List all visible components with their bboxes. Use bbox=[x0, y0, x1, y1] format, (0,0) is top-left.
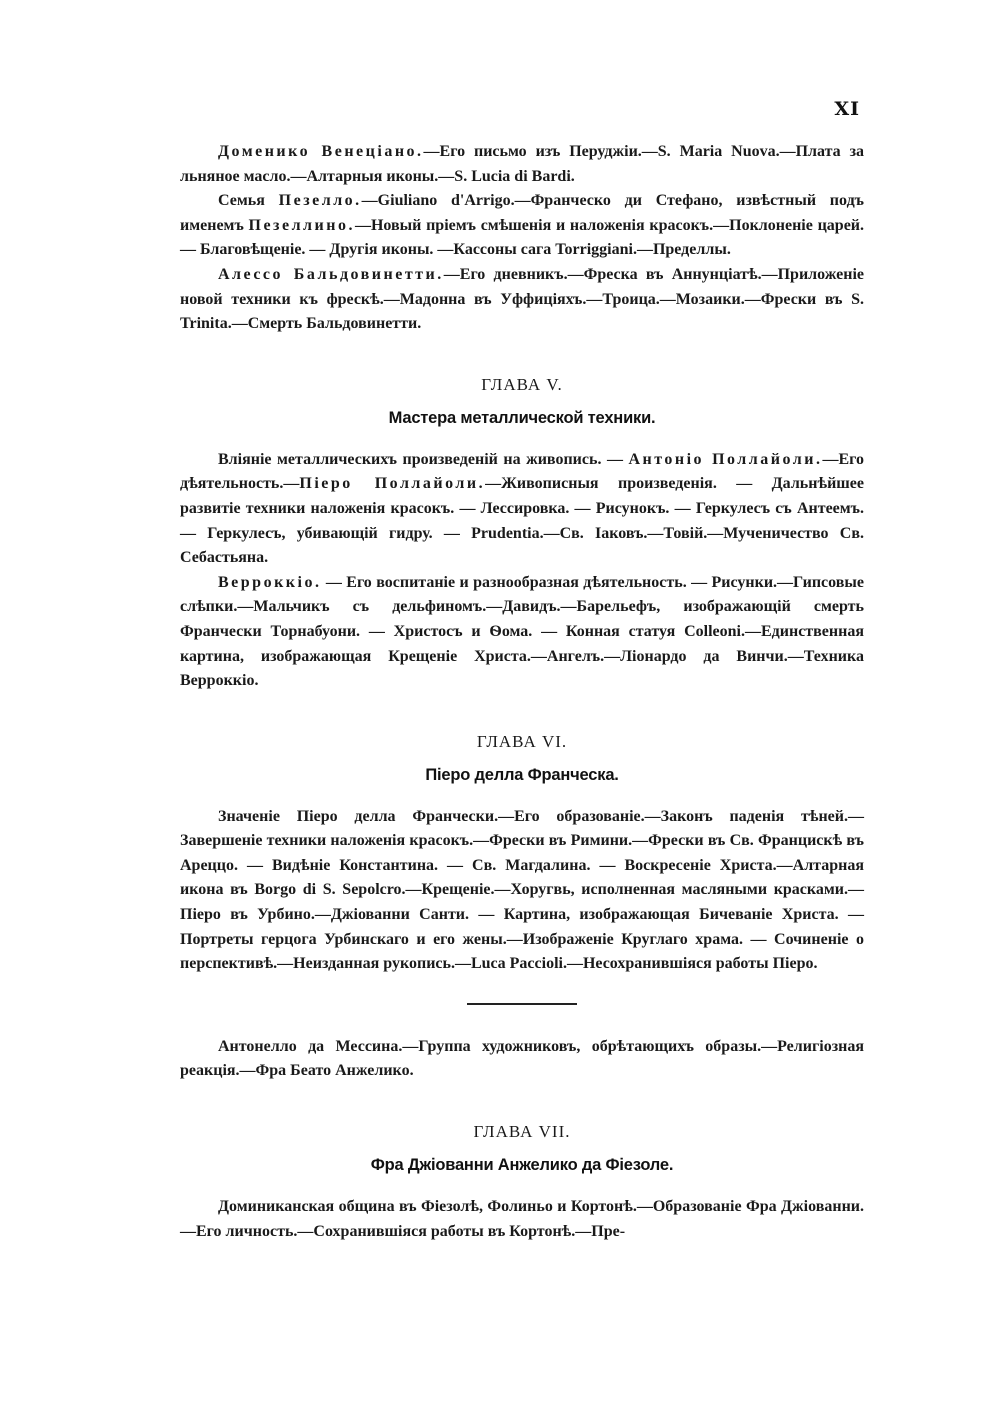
paragraph-text: —Новый пріемъ смѣшенія и наложенія красокъ.—Поклоненіе царей. — Благовѣщеніе. — Другія иконы. —Кассоны сага Torriggiani.—Пределлы. bbox=[180, 216, 865, 259]
paragraph-text: Вліяніе металлическихъ произведеній на живопись. — bbox=[218, 450, 629, 468]
paragraph-piero: Значеніе Піеро делла Франчески.—Его образованіе.—Законъ паденія тѣней.—Завершеніе техники наложенія красокъ.—Фрески въ Римини.—Фрески въ Св. Францискѣ въ Ареццо. — Видѣніе Константина. — Св. Магдалина. — Воскресеніе Христа.—Алтарная икона въ Borgo di S. Sepolcro.—Крещеніе.—Хоругвь, исполненная масляными красками.—Піеро въ Урбино.—Джіованни Санти. — Картина, изображающая Бичеваніе Христа. — Портреты герцога Урбинскаго и его жены.—Изображеніе Круглаго храма. — Сочиненіе о перспективѣ.—Неизданная рукопись.—Luca Paccioli.—Несохранившіяся работы Піеро. bbox=[180, 807, 864, 973]
paragraph-antonello: Антонелло да Мессина.—Группа художниковъ, обрѣтающихъ образы.—Религіозная реакція.—Фра Беато Анжелико. bbox=[180, 1037, 864, 1080]
paragraph-fra-angelico: Доминиканская община въ Фіезолѣ, Фолиньо и Кортонѣ.—Образованіе Фра Джіованни.—Его личность.—Сохранившіяся работы въ Кортонѣ.—Пре- bbox=[180, 1198, 864, 1240]
person-name: Верроккіо. bbox=[218, 573, 322, 591]
page-number: XI bbox=[834, 98, 860, 120]
person-name: Пезелло. bbox=[278, 192, 362, 210]
chapter-7-title: Фра Джіованни Анжелико да Фіезоле. bbox=[370, 1156, 674, 1175]
section-separator bbox=[467, 1003, 577, 1005]
paragraph-text: —Живописныя произведенія. — Дальнѣйшее развитіе техники наложенія красокъ. — Лессировка. — Рисунокъ. — Геркулесъ съ Антеемъ. — Геркулесъ, убивающій гидру. — Prudentia.—Св. Іаковъ.—Товій.—Мученичество Св. Себастьяна. bbox=[180, 475, 865, 567]
paragraph-pesello bbox=[180, 189, 864, 263]
person-name: Пезеллино. bbox=[248, 216, 355, 234]
person-name: Піеро Поллайоли. bbox=[299, 475, 486, 493]
paragraph-baldovinetti bbox=[180, 263, 864, 337]
chapter-6-title: Піеро делла Франческа. bbox=[425, 765, 619, 784]
person-name: Алессо Бальдовинетти. bbox=[218, 265, 444, 283]
person-name: Доменико Венеціано. bbox=[218, 143, 424, 160]
paragraph-text: —Его письмо изъ Перуджіи.—S. Maria Nuova.—Плата за льняное масло.—Алтарныя иконы.—S. Lucia di Bardi. bbox=[180, 143, 865, 185]
paragraph-verrocchio bbox=[180, 571, 864, 694]
chapter-5-title: Мастера металлической техники. bbox=[388, 408, 656, 427]
paragraph-text: Семья bbox=[218, 192, 279, 210]
paragraph-text: —Его дневникъ.—Фреска въ Аннунціатѣ.—Приложеніе новой техники къ фрескѣ.—Мадонна въ Уффиціяхъ.—Троица.—Мозаики.—Фрески въ S. Trinita.—Смерть Бальдовинетти. bbox=[180, 265, 865, 333]
page-content bbox=[180, 140, 864, 1244]
paragraph-text: —Giuliano d'Arrigo.—Франческо ди Стефано, извѣстный подъ именемъ bbox=[180, 192, 864, 234]
paragraph-domenico-veneziano bbox=[180, 140, 864, 189]
chapter-5-heading: ГЛАВА V. bbox=[481, 374, 563, 394]
paragraph-text: — Его воспитаніе и разнообразная дѣятельность. — Рисунки.—Гипсовые слѣпки.—Мальчикъ съ дельфиномъ.—Давидъ.—Барельефъ, изображающій смерть Франчески Торнабуони. — Христосъ и Ѳома. — Конная статуя Colleoni.—Единственная картина, изображающая Крещеніе Христа.—Ангелъ.—Ліонардо да Винчи.—Техника Верроккіо. bbox=[180, 573, 864, 690]
paragraph-text: —Его дѣятельность.— bbox=[180, 450, 865, 493]
chapter-7-heading: ГЛАВА VII. bbox=[473, 1122, 571, 1142]
paragraph-pollaiuolo bbox=[180, 448, 864, 571]
chapter-6-heading: ГЛАВА VI. bbox=[476, 731, 568, 751]
person-name: Антоніо Поллайоли. bbox=[628, 450, 823, 468]
